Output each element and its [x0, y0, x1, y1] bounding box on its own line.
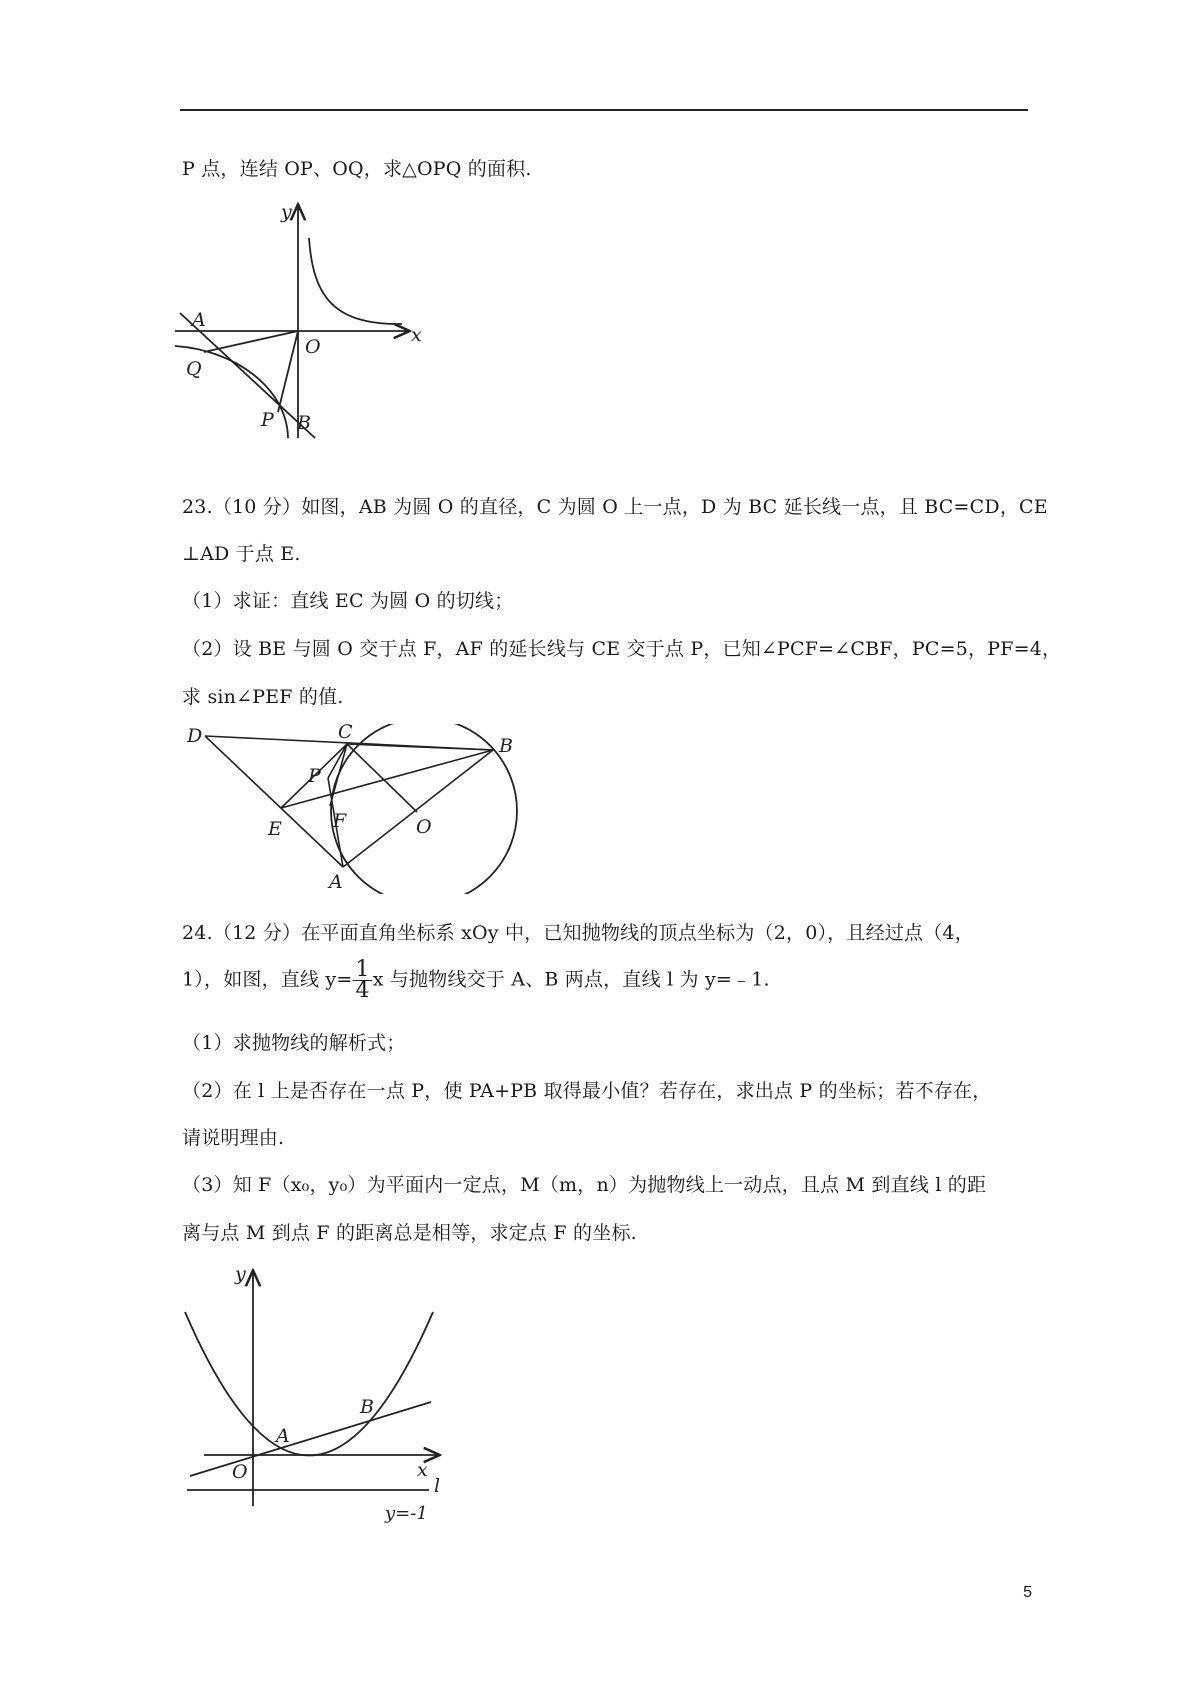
- label-a: A: [192, 309, 206, 331]
- label-b: B: [297, 412, 311, 434]
- q24-part3-line2: 离与点 M 到点 F 的距离总是相等，求定点 F 的坐标.: [182, 1222, 637, 1244]
- header-rule: [180, 109, 1028, 111]
- label-a: A: [329, 871, 343, 893]
- q24-part2-line2: 请说明理由.: [182, 1127, 285, 1149]
- label-p: P: [261, 409, 274, 431]
- segment-ab: [343, 750, 493, 867]
- q24-part2-line1: （2）在 l 上是否存在一点 P，使 PA+PB 取得最小值？若存在，求出点 P 的坐标；若不存在，: [182, 1080, 992, 1102]
- q24-line2-before: 1），如图，直线 y=: [182, 968, 353, 991]
- label-x: x: [417, 1459, 428, 1481]
- segment-oq: [204, 331, 298, 352]
- hyperbola-branch-1: [309, 238, 402, 324]
- label-e: E: [268, 818, 282, 840]
- label-b: B: [499, 735, 513, 757]
- q23-line2: ⊥AD 于点 E.: [182, 543, 301, 565]
- fraction-denominator: 4: [355, 978, 370, 1003]
- label-y: y: [235, 1263, 246, 1285]
- q24-line2-after: x 与抛物线交于 A、B 两点，直线 l 为 y=﹣1.: [372, 968, 770, 991]
- q23-part2-line2: 求 sin∠PEF 的值.: [182, 686, 344, 708]
- q23-part1: （1）求证：直线 EC 为圆 O 的切线；: [182, 590, 514, 612]
- page-number: 5: [1023, 1584, 1032, 1601]
- line-y-quarter-x: [190, 1402, 431, 1476]
- parabola: [185, 1312, 433, 1456]
- figure-q24: [182, 1262, 452, 1532]
- segment-co: [347, 744, 417, 812]
- figure-q23: [180, 724, 530, 894]
- label-l: l: [434, 1475, 441, 1497]
- label-x: x: [411, 324, 422, 346]
- label-b: B: [360, 1396, 374, 1418]
- label-o: O: [232, 1461, 248, 1483]
- segment-cb: [347, 744, 493, 750]
- segment-pc: [328, 744, 347, 778]
- label-y: y: [281, 201, 292, 223]
- q22-tail: P 点，连结 OP、OQ，求△OPQ 的面积.: [182, 158, 532, 180]
- q24-part3-line1: （3）知 F（x₀，y₀）为平面内一定点，M（m，n）为抛物线上一动点，且点 M 到直线 l 的距: [182, 1174, 987, 1196]
- q23-line1: 23.（10 分）如图，AB 为圆 O 的直径，C 为圆 O 上一点，D 为 BC 延长线一点，且 BC=CD，CE: [182, 496, 1048, 518]
- label-q: Q: [186, 358, 202, 380]
- label-o: O: [416, 816, 432, 838]
- figure-q22: [175, 198, 435, 443]
- label-a: A: [276, 1425, 290, 1447]
- label-p: P: [308, 765, 321, 787]
- label-c: C: [338, 724, 353, 743]
- fraction-one-quarter: [353, 957, 371, 1003]
- q24-line1: 24.（12 分）在平面直角坐标系 xOy 中，已知抛物线的顶点坐标为（2，0），且经过点（4，: [182, 922, 974, 944]
- q23-part2-line1: （2）设 BE 与圆 O 交于点 F，AF 的延长线与 CE 交于点 P，已知∠PCF=∠CBF，PC=5，PF=4，: [182, 638, 1062, 660]
- fraction-numerator: 1: [355, 957, 370, 982]
- label-y-minus-1: y=-1: [385, 1503, 428, 1524]
- label-d: D: [187, 725, 203, 747]
- label-o: O: [305, 336, 321, 358]
- q24-line2: [182, 957, 770, 1003]
- segment-da: [205, 736, 343, 867]
- label-f: F: [333, 810, 347, 832]
- segment-op: [278, 331, 298, 412]
- q24-part1: （1）求抛物线的解析式；: [182, 1032, 406, 1054]
